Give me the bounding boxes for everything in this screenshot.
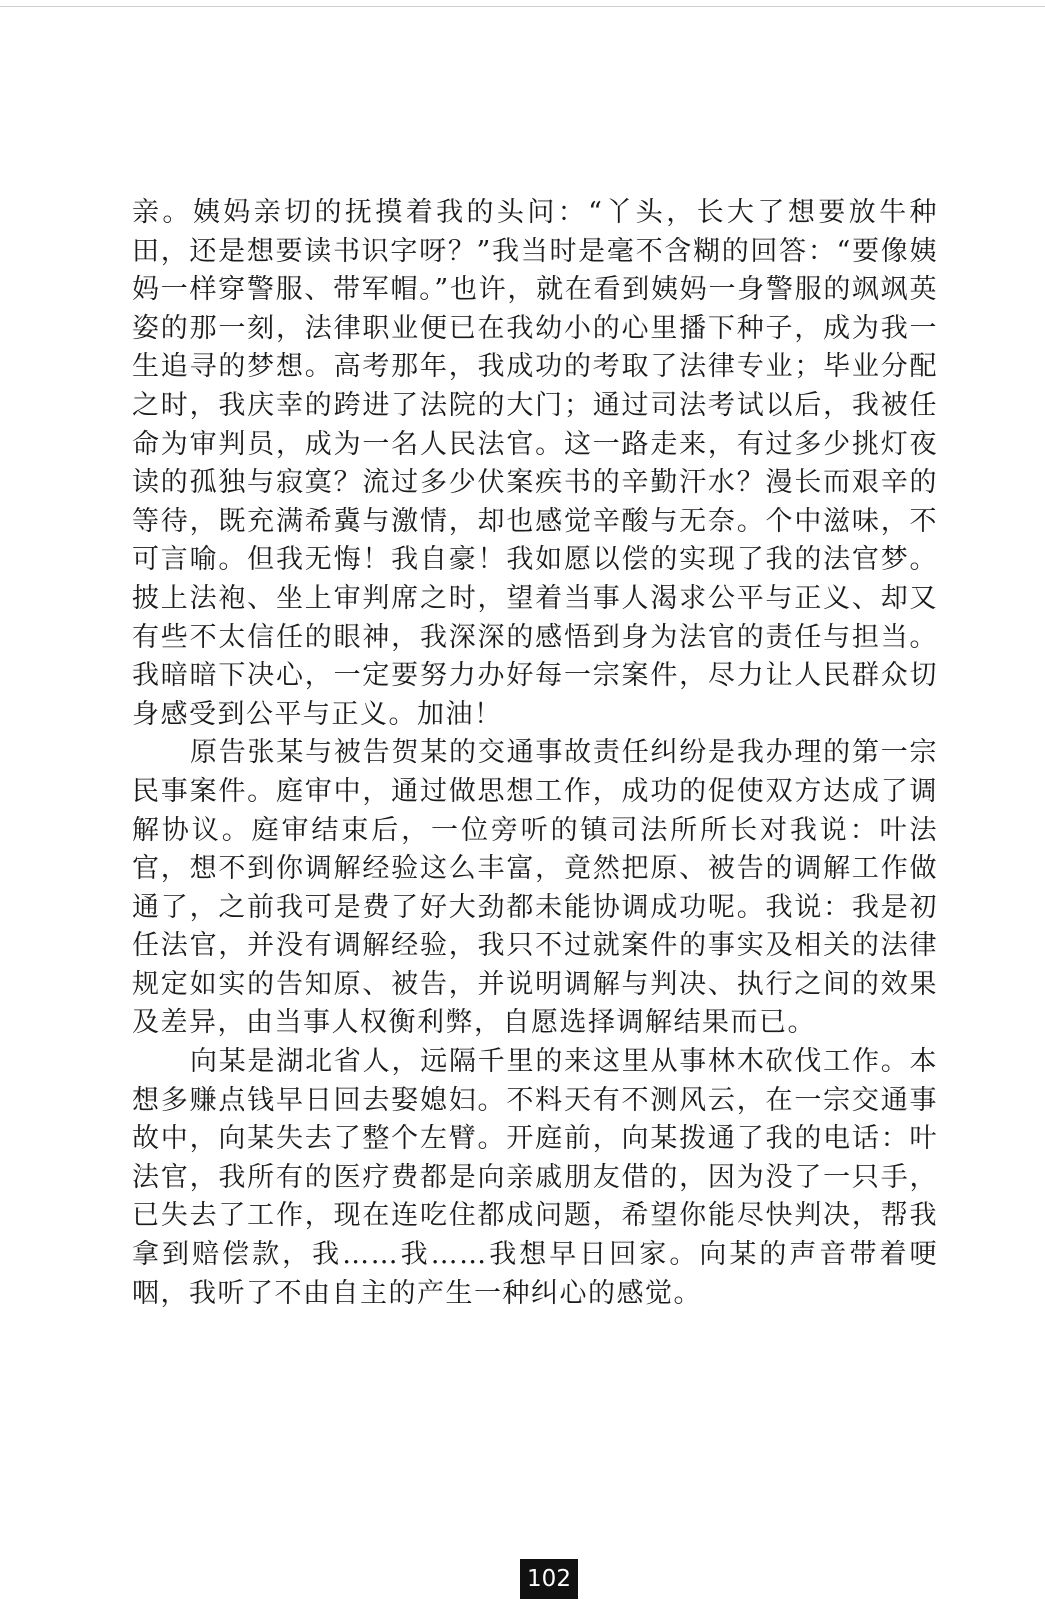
page-body xyxy=(132,194,938,1313)
paragraph-1: 亲。姨妈亲切的抚摸着我的头问：“丫头，长大了想要放牛种田，还是想要读书识字呀？”我当时是毫不含糊的回答：“要像姨妈一样穿警服、带军帽。”也许，就在看到姨妈一身警服的飒飒英姿的那一刻，法律职业便已在我幼小的心里播下种子，成为我一生追寻的梦想。高考那年，我成功的考取了法律专业；毕业分配之时，我庆幸的跨进了法院的大门；通过司法考试以后，我被任命为审判员，成为一名人民法官。这一路走来，有过多少挑灯夜读的孤独与寂寞？流过多少伏案疾书的辛勤汗水？漫长而艰辛的等待，既充满希冀与激情，却也感觉辛酸与无奈。个中滋味，不可言喻。但我无悔！我自豪！我如愿以偿的实现了我的法官梦。披上法袍、坐上审判席之时，望着当事人渴求公平与正义、却又有些不太信任的眼神，我深深的感悟到身为法官的责任与担当。我暗暗下决心，一定要努力办好每一宗案件，尽力让人民群众切身感受到公平与正义。加油！ xyxy=(132,197,938,730)
page-number: 102 xyxy=(520,1559,578,1599)
paragraph-3: 向某是湖北省人，远隔千里的来这里从事林木砍伐工作。本想多赚点钱早日回去娶媳妇。不料天有不测风云，在一宗交通事故中，向某失去了整个左臂。开庭前，向某拨通了我的电话：叶法官，我所有的医疗费都是向亲戚朋友借的，因为没了一只手，已失去了工作，现在连吃住都成问题，希望你能尽快判决，帮我拿到赔偿款，我……我……我想早日回家。向某的声音带着哽咽，我听了不由自主的产生一种纠心的感觉。 xyxy=(132,1046,938,1309)
top-rule xyxy=(0,6,1045,7)
paragraph-2: 原告张某与被告贺某的交通事故责任纠纷是我办理的第一宗民事案件。庭审中，通过做思想工作，成功的促使双方达成了调解协议。庭审结束后，一位旁听的镇司法所所长对我说：叶法官，想不到你调解经验这么丰富，竟然把原、被告的调解工作做通了，之前我可是费了好大劲都未能协调成功呢。我说：我是初任法官，并没有调解经验，我只不过就案件的事实及相关的法律规定如实的告知原、被告，并说明调解与判决、执行之间的效果及差异，由当事人权衡利弊，自愿选择调解结果而已。 xyxy=(132,737,938,1039)
